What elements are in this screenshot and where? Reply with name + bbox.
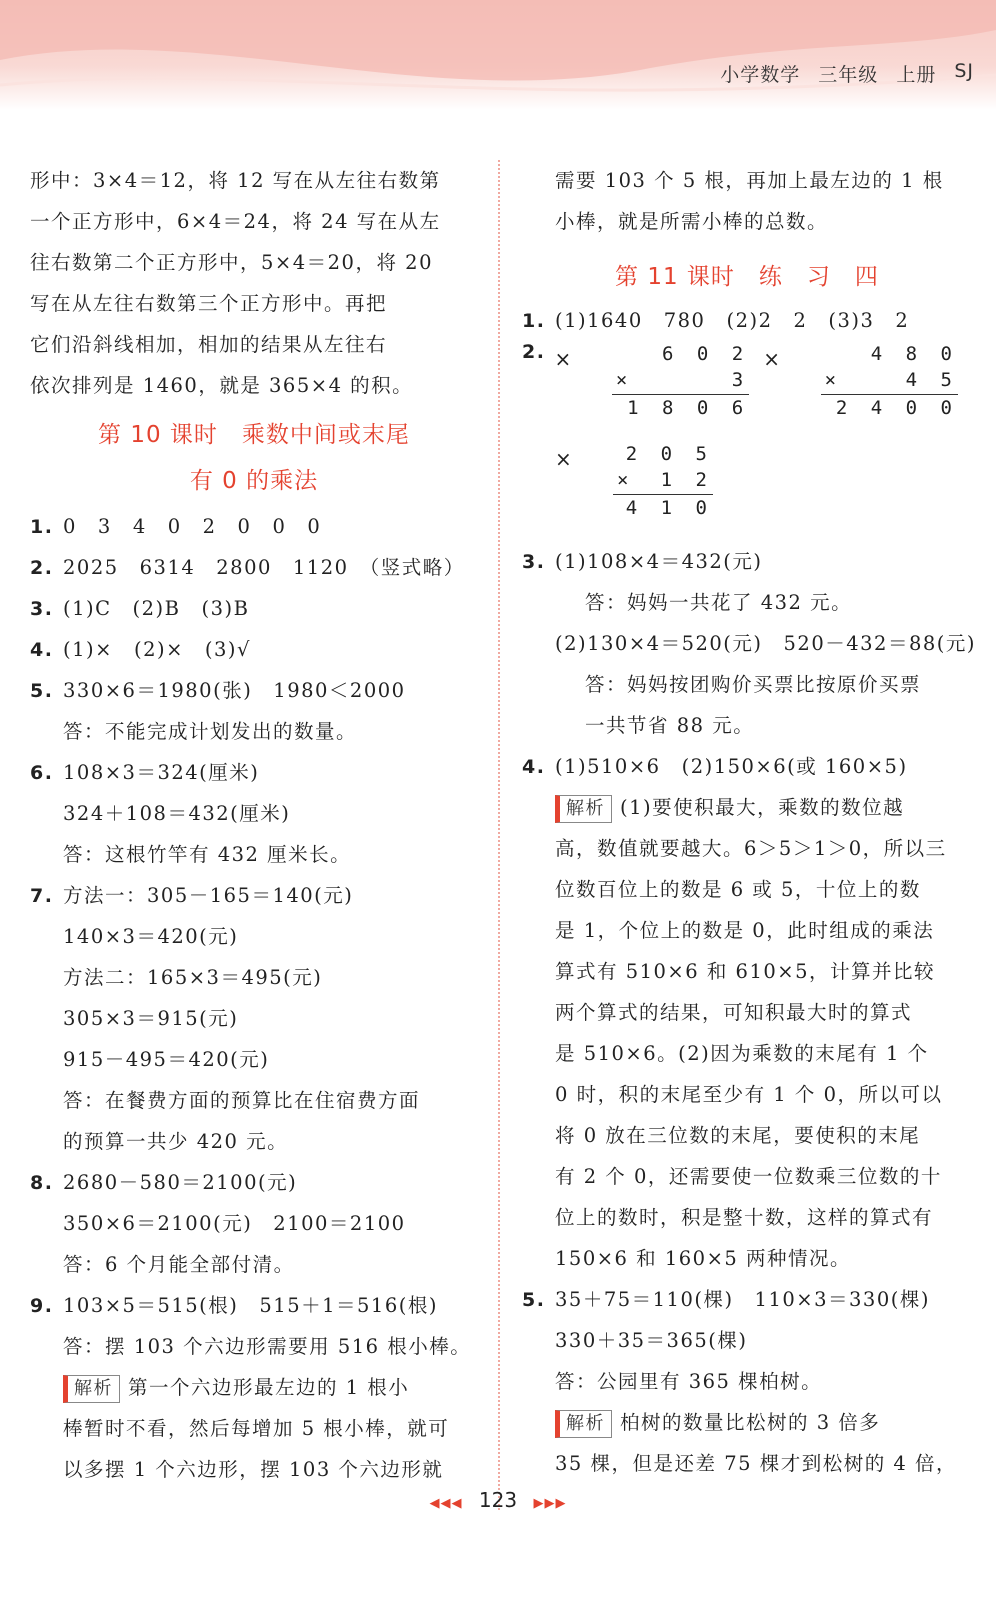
analysis-text: (1)要使积最大，乘数的数位越 bbox=[620, 796, 905, 819]
answer-item: 答：妈妈按团购价买票比按原价买票 bbox=[585, 673, 922, 696]
wrong-mark: × bbox=[763, 347, 782, 371]
page-number: 123 bbox=[478, 1488, 518, 1512]
intro-paragraph bbox=[30, 160, 478, 406]
wrong-mark: × bbox=[555, 447, 574, 471]
analysis-line: 棒暂时不看，然后每增加 5 根小棒，就可 bbox=[63, 1417, 450, 1440]
vertical-calculation bbox=[801, 341, 958, 421]
item-text: 324＋108＝432(厘米) bbox=[63, 802, 291, 825]
answer-item: 答：妈妈一共花了 432 元。 bbox=[585, 591, 853, 614]
multiplier: 3 bbox=[731, 369, 750, 391]
answer-item bbox=[30, 629, 478, 670]
item-number: 2. bbox=[30, 557, 54, 579]
header-band bbox=[0, 0, 996, 110]
analysis-line: 以多摆 1 个六边形，摆 103 个六边形就 bbox=[63, 1458, 444, 1481]
answer-item bbox=[30, 834, 478, 875]
item-text: 2680－580＝2100(元) bbox=[63, 1171, 298, 1194]
analysis-line: 将 0 放在三位数的末尾，要使积的末尾 bbox=[555, 1124, 921, 1147]
item-number: 4. bbox=[522, 756, 546, 778]
answer-item bbox=[30, 1080, 478, 1121]
answer-item bbox=[30, 1285, 478, 1326]
section-subtitle: 有 0 的乘法 bbox=[189, 468, 319, 494]
analysis-line: 有 2 个 0，还需要使一位数乘三位数的十 bbox=[555, 1165, 942, 1188]
analysis-line: 0 时，积的末尾至少有 1 个 0，所以可以 bbox=[555, 1083, 943, 1106]
vertical-row bbox=[522, 341, 972, 421]
analysis-tag: 解析 bbox=[555, 1410, 612, 1438]
answer-item bbox=[30, 916, 478, 957]
answer-item bbox=[522, 1279, 972, 1320]
answer-item bbox=[30, 1121, 478, 1162]
item-text: 方法一：305－165＝140(元) bbox=[63, 884, 354, 907]
vertical-row bbox=[522, 441, 972, 521]
answer-item bbox=[30, 998, 478, 1039]
item-number: 4. bbox=[30, 639, 54, 661]
analysis-line: 两个算式的结果，可知积最大时的算式 bbox=[555, 1001, 913, 1024]
answer-item bbox=[30, 793, 478, 834]
answer-item bbox=[30, 506, 478, 547]
page-footer bbox=[0, 1488, 996, 1512]
answer-item bbox=[30, 670, 478, 711]
multiplier-row bbox=[592, 367, 749, 393]
analysis-line: 位上的数时，积是整十数，这样的算式有 bbox=[555, 1206, 934, 1229]
analysis-text: 柏树的数量比松树的 3 倍多 bbox=[620, 1411, 881, 1434]
item-text: (1)C (2)B (3)B bbox=[63, 597, 250, 620]
item-number: 1. bbox=[522, 310, 546, 332]
answer-item bbox=[30, 752, 478, 793]
item-number: 1. bbox=[30, 516, 54, 538]
book-info bbox=[720, 60, 974, 87]
left-column bbox=[30, 160, 478, 1490]
answer-item bbox=[30, 1203, 478, 1244]
answer-item bbox=[30, 1326, 478, 1367]
wrong-mark: × bbox=[554, 347, 573, 371]
item-text: 答：6 个月能全部付清。 bbox=[63, 1253, 295, 1276]
multiplier-row bbox=[801, 367, 958, 393]
multiplicand: 2 0 5 bbox=[625, 443, 713, 465]
analysis-line: 高，数值就要越大。6＞5＞1＞0，所以三 bbox=[555, 837, 947, 860]
multiplier-row bbox=[593, 467, 713, 493]
product: 1 8 0 6 bbox=[627, 397, 750, 419]
item-number: 3. bbox=[522, 551, 546, 573]
item-text: 的预算一共少 420 元。 bbox=[63, 1130, 289, 1153]
item-number: 6. bbox=[30, 762, 54, 784]
answer-item bbox=[30, 588, 478, 629]
item-text: 方法二：165×3＝495(元) bbox=[63, 966, 323, 989]
item-text: (1)1640 780 (2)2 2 (3)3 2 bbox=[555, 309, 910, 332]
item-text: 答：摆 103 个六边形需要用 516 根小棒。 bbox=[63, 1335, 472, 1358]
answer-item: 330＋35＝365(棵) bbox=[555, 1329, 748, 1352]
right-arrows-icon: ▶▶▶ bbox=[533, 1496, 567, 1511]
multiplicand: 4 8 0 bbox=[870, 343, 958, 365]
item-number: 3. bbox=[30, 598, 54, 620]
product: 4 1 0 bbox=[625, 497, 713, 519]
analysis-block bbox=[522, 787, 972, 1279]
item-number: 7. bbox=[30, 885, 54, 907]
item-text: 答：这根竹竿有 432 厘米长。 bbox=[63, 843, 352, 866]
answer-item: 一共节省 88 元。 bbox=[585, 714, 755, 737]
item-number: 9. bbox=[30, 1295, 54, 1317]
answer-item: (2)130×4＝520(元) 520－432＝88(元) bbox=[555, 632, 976, 655]
item-text: 305×3＝915(元) bbox=[63, 1007, 239, 1030]
item-text: 答：在餐费方面的预算比在住宿费方面 bbox=[63, 1089, 421, 1112]
answer-item bbox=[30, 875, 478, 916]
answer-item bbox=[30, 1162, 478, 1203]
vertical-calculations-row-2 bbox=[522, 441, 972, 541]
answer-item bbox=[30, 547, 478, 588]
item-text: 2025 6314 2800 1120 （竖式略） bbox=[63, 556, 465, 579]
analysis-line: 35 棵，但是还差 75 棵才到松树的 4 倍， bbox=[555, 1452, 958, 1475]
volume-label: 上册 bbox=[896, 64, 937, 86]
text-line: 它们沿斜线相加，相加的结果从左往右 bbox=[30, 333, 388, 356]
analysis-line bbox=[30, 1367, 478, 1408]
analysis-block bbox=[30, 1367, 478, 1490]
item-number: 5. bbox=[30, 680, 54, 702]
vertical-calculation bbox=[593, 441, 713, 521]
product: 2 4 0 0 bbox=[835, 397, 958, 419]
item-text: (1)108×4＝432(元) bbox=[555, 550, 763, 573]
text-line: 往右数第二个正方形中，5×4＝20，将 20 bbox=[30, 251, 433, 274]
grade-label: 三年级 bbox=[818, 64, 879, 86]
subject-label: 小学数学 bbox=[720, 64, 801, 86]
vertical-calculations-row-1 bbox=[522, 341, 972, 441]
answer-item bbox=[522, 300, 972, 341]
analysis-text: 第一个六边形最左边的 1 根小 bbox=[128, 1376, 410, 1399]
item-text: 0 3 4 0 2 0 0 0 bbox=[63, 515, 322, 538]
times-sign: × bbox=[615, 369, 634, 391]
analysis-line: 150×6 和 160×5 两种情况。 bbox=[555, 1247, 852, 1270]
analysis-tag: 解析 bbox=[555, 795, 612, 823]
answer-item: 答：公园里有 365 棵柏树。 bbox=[555, 1370, 823, 1393]
item-text: 140×3＝420(元) bbox=[63, 925, 239, 948]
item-text: 108×3＝324(厘米) bbox=[63, 761, 260, 784]
answer-list bbox=[30, 506, 478, 1367]
answer-item bbox=[30, 957, 478, 998]
analysis-line: 算式有 510×6 和 610×5，计算并比较 bbox=[555, 960, 936, 983]
text-line: 形中：3×4＝12，将 12 写在从左往右数第 bbox=[30, 169, 441, 192]
text-line: 依次排列是 1460，就是 365×4 的积。 bbox=[30, 374, 414, 397]
item-number: 5. bbox=[522, 1289, 546, 1311]
text-line: 一个正方形中，6×4＝24，将 24 写在从左 bbox=[30, 210, 441, 233]
analysis-line: 位数百位上的数是 6 或 5，十位上的数 bbox=[555, 878, 921, 901]
column-divider bbox=[498, 160, 500, 1510]
section-title: 第 11 课时 练 习 四 bbox=[615, 264, 879, 290]
item-text: (1)510×6 (2)150×6(或 160×5) bbox=[555, 755, 908, 778]
vertical-calculation bbox=[592, 341, 749, 421]
item-text: 103×5＝515(根) 515＋1＝516(根) bbox=[63, 1294, 438, 1317]
times-sign: × bbox=[617, 469, 635, 491]
analysis-line: 是 1，个位上的数是 0，此时组成的乘法 bbox=[555, 919, 935, 942]
analysis-line bbox=[522, 1402, 972, 1443]
item-text: 350×6＝2100(元) 2100＝2100 bbox=[63, 1212, 406, 1235]
multiplier: 1 2 bbox=[660, 469, 713, 491]
answer-item bbox=[30, 711, 478, 752]
text-line: 需要 103 个 5 根，再加上最左边的 1 根 bbox=[555, 169, 944, 192]
item-text: 915－495＝420(元) bbox=[63, 1048, 270, 1071]
answer-item bbox=[522, 541, 972, 582]
analysis-line bbox=[522, 787, 972, 828]
analysis-tag: 解析 bbox=[63, 1375, 120, 1403]
text-line: 小棒，就是所需小棒的总数。 bbox=[555, 210, 829, 233]
answer-item bbox=[30, 1244, 478, 1285]
left-arrows-icon: ◀◀◀ bbox=[429, 1496, 463, 1511]
edition-label: SJ bbox=[954, 60, 974, 82]
item-number: 8. bbox=[30, 1172, 54, 1194]
multiplicand: 6 0 2 bbox=[662, 343, 750, 365]
item-text: 答：不能完成计划发出的数量。 bbox=[63, 720, 358, 743]
text-line: 写在从左往右数第三个正方形中。再把 bbox=[30, 292, 388, 315]
times-sign: × bbox=[824, 369, 843, 391]
answer-item bbox=[522, 746, 972, 787]
item-text: (1)× (2)× (3)√ bbox=[63, 638, 251, 661]
right-column bbox=[522, 160, 976, 1484]
item-number: 2. bbox=[522, 341, 546, 363]
section-title: 第 10 课时 乘数中间或末尾 bbox=[98, 422, 410, 448]
item-text: 330×6＝1980(张) 1980＜2000 bbox=[63, 679, 406, 702]
answer-item bbox=[30, 1039, 478, 1080]
analysis-line: 是 510×6。(2)因为乘数的末尾有 1 个 bbox=[555, 1042, 929, 1065]
item-text: 35＋75＝110(棵) 110×3＝330(棵) bbox=[555, 1288, 930, 1311]
header-wave-decoration bbox=[0, 0, 996, 110]
multiplier: 4 5 bbox=[905, 369, 958, 391]
analysis-block bbox=[522, 1402, 972, 1484]
